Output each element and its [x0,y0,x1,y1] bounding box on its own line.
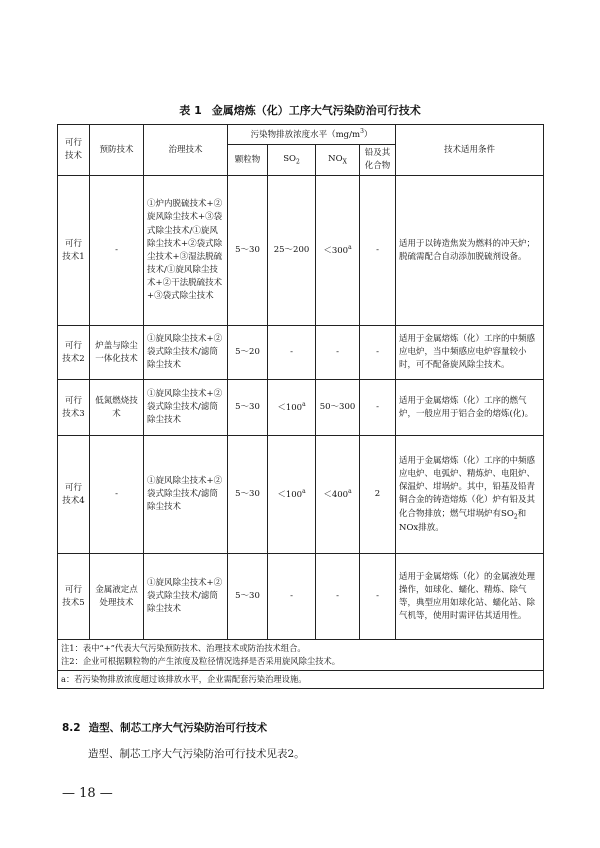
table-notes [58,640,544,671]
row4-so2-note: a [302,488,306,496]
row1-tech: 可行技术1 [58,176,90,326]
row1-particulate: 5～30 [228,176,268,326]
row4-prevention: - [90,436,144,554]
table-row [58,554,544,640]
row5-prevention: 金属液定点处理技术 [90,554,144,640]
row4-tech: 可行技术4 [58,436,90,554]
row4-conditions-text: 适用于金属熔炼（化）工序的中频感应电炉、电弧炉、精炼炉、电阻炉、保温炉、坩埚炉。其中，铅基及铅青铜合金的铸造熔炼（化）炉有铅及其化合物排放；燃气坩埚炉有 [399,455,536,519]
row3-nox: 50～300 [316,380,360,436]
header-emission-level [228,125,396,145]
header-applicable-conditions: 技术适用条件 [396,125,544,176]
row1-so2: 25～200 [268,176,316,326]
note-2: 注2：企业可根据颗粒物的产生浓度及粒径情况选择是否采用旋风除尘技术。 [61,656,341,667]
row3-conditions: 适用于金属熔炼（化）工序的燃气炉，一般应用于铝合金的熔炼(化)。 [396,380,544,436]
footnote-row [58,671,544,689]
row1-nox-value: ＜300 [323,246,349,257]
row3-lead: - [360,380,396,436]
row2-so2: - [268,326,316,380]
header-prevention: 预防技术 [90,125,144,176]
section-number: 8.2 [62,722,81,734]
row4-so2 [268,436,316,554]
feasible-technology-table [57,124,544,689]
row4-so2-value: ＜100 [277,490,303,501]
header-emission-suffix: ） [363,129,373,140]
row4-nox [316,436,360,554]
row4-nox-note: a [348,488,352,496]
row5-tech: 可行技术5 [58,554,90,640]
header-emission-label: 污染物排放浓度水平（mg/m [250,129,361,140]
row3-tech: 可行技术3 [58,380,90,436]
row3-prevention: 低氮燃烧技术 [90,380,144,436]
table-row [58,436,544,554]
header-nox-base: NO [328,154,343,165]
table-row [58,326,544,380]
row1-nox-note: a [348,244,352,252]
row2-prevention: 炉盖与除尘一体化技术 [90,326,144,380]
row3-so2-note: a [302,401,306,409]
row5-treatment: ①旋风除尘技术+②袋式除尘技术/滤筒除尘技术 [144,554,228,640]
row4-nox-value: ＜400 [323,490,349,501]
row4-treatment: ①旋风除尘技术+②袋式除尘技术/滤筒除尘技术 [144,436,228,554]
row1-lead: - [360,176,396,326]
header-nox-sub: X [342,158,347,166]
footnote-a: a：若污染物排放浓度超过该排放水平，企业需配套污染治理设施。 [58,671,544,689]
row5-particulate: 5～30 [228,554,268,640]
header-particulate: 颗粒物 [228,145,268,176]
table-row [58,176,544,326]
row4-conditions-so2: SO [501,508,514,519]
row2-lead: - [360,326,396,380]
header-so2-sub: 2 [295,158,300,166]
header-so2-base: SO [283,154,296,165]
notes-row [58,640,544,671]
table-title: 金属熔炼（化）工序大气污染防治可行技术 [211,104,421,117]
header-feasible-technology: 可行技术 [58,125,90,176]
row5-nox: - [316,554,360,640]
section-heading [62,720,267,735]
row5-so2: - [268,554,316,640]
row1-treatment: ①炉内脱硫技术+②旋风除尘技术+③袋式除尘技术/①旋风除尘技术+②袋式除尘技术+③湿法脱硫技术/①旋风除尘技术+②干法脱硫技术+③袋式除尘技术 [144,176,228,326]
body-paragraph: 造型、制芯工序大气污染防治可行技术见表2。 [88,748,305,760]
header-treatment: 治理技术 [144,125,228,176]
table-caption [0,102,600,118]
table-number: 表 1 [179,104,202,117]
section-title: 造型、制芯工序大气污染防治可行技术 [88,722,268,734]
row4-conditions [396,436,544,554]
header-lead: 铅及其化合物 [360,145,396,176]
row2-nox: - [316,326,360,380]
row2-treatment: ①旋风除尘技术+②袋式除尘技术/滤筒除尘技术 [144,326,228,380]
row4-conditions-text-end: 和NOx排放。 [399,508,527,533]
header-row [58,125,544,145]
note-1: 注1：表中“+”代表大气污染预防技术、治理技术或防治技术组合。 [61,643,306,654]
row4-lead: 2 [360,436,396,554]
row3-treatment: ①旋风除尘技术+②袋式除尘技术/滤筒除尘技术 [144,380,228,436]
row3-particulate: 5～30 [228,380,268,436]
row2-conditions: 适用于金属熔炼（化）工序的中频感应电炉，当中频感应电炉容量较小时，可不配备旋风除尘技术。 [396,326,544,380]
header-emission-unit-sup: 3 [360,128,364,135]
table-row [58,380,544,436]
row5-lead: - [360,554,396,640]
row2-tech: 可行技术2 [58,326,90,380]
row1-prevention: - [90,176,144,326]
header-so2 [268,145,316,176]
row3-so2-value: ＜100 [277,403,303,414]
row1-conditions: 适用于以铸造焦炭为燃料的冲天炉；脱硫需配合自动添加脱硫剂设备。 [396,176,544,326]
row4-conditions-so2-sub: 2 [513,513,518,521]
page-number: — 18 — [62,786,113,801]
row3-so2 [268,380,316,436]
row1-nox [316,176,360,326]
header-nox [316,145,360,176]
row4-particulate: 5～30 [228,436,268,554]
row5-conditions: 适用于金属熔炼（化）的金属液处理操作，如球化、蠕化、精炼、除气等，典型应用如球化站、蠕化站、除气机等，使用时需评估其适用性。 [396,554,544,640]
row2-particulate: 5～20 [228,326,268,380]
